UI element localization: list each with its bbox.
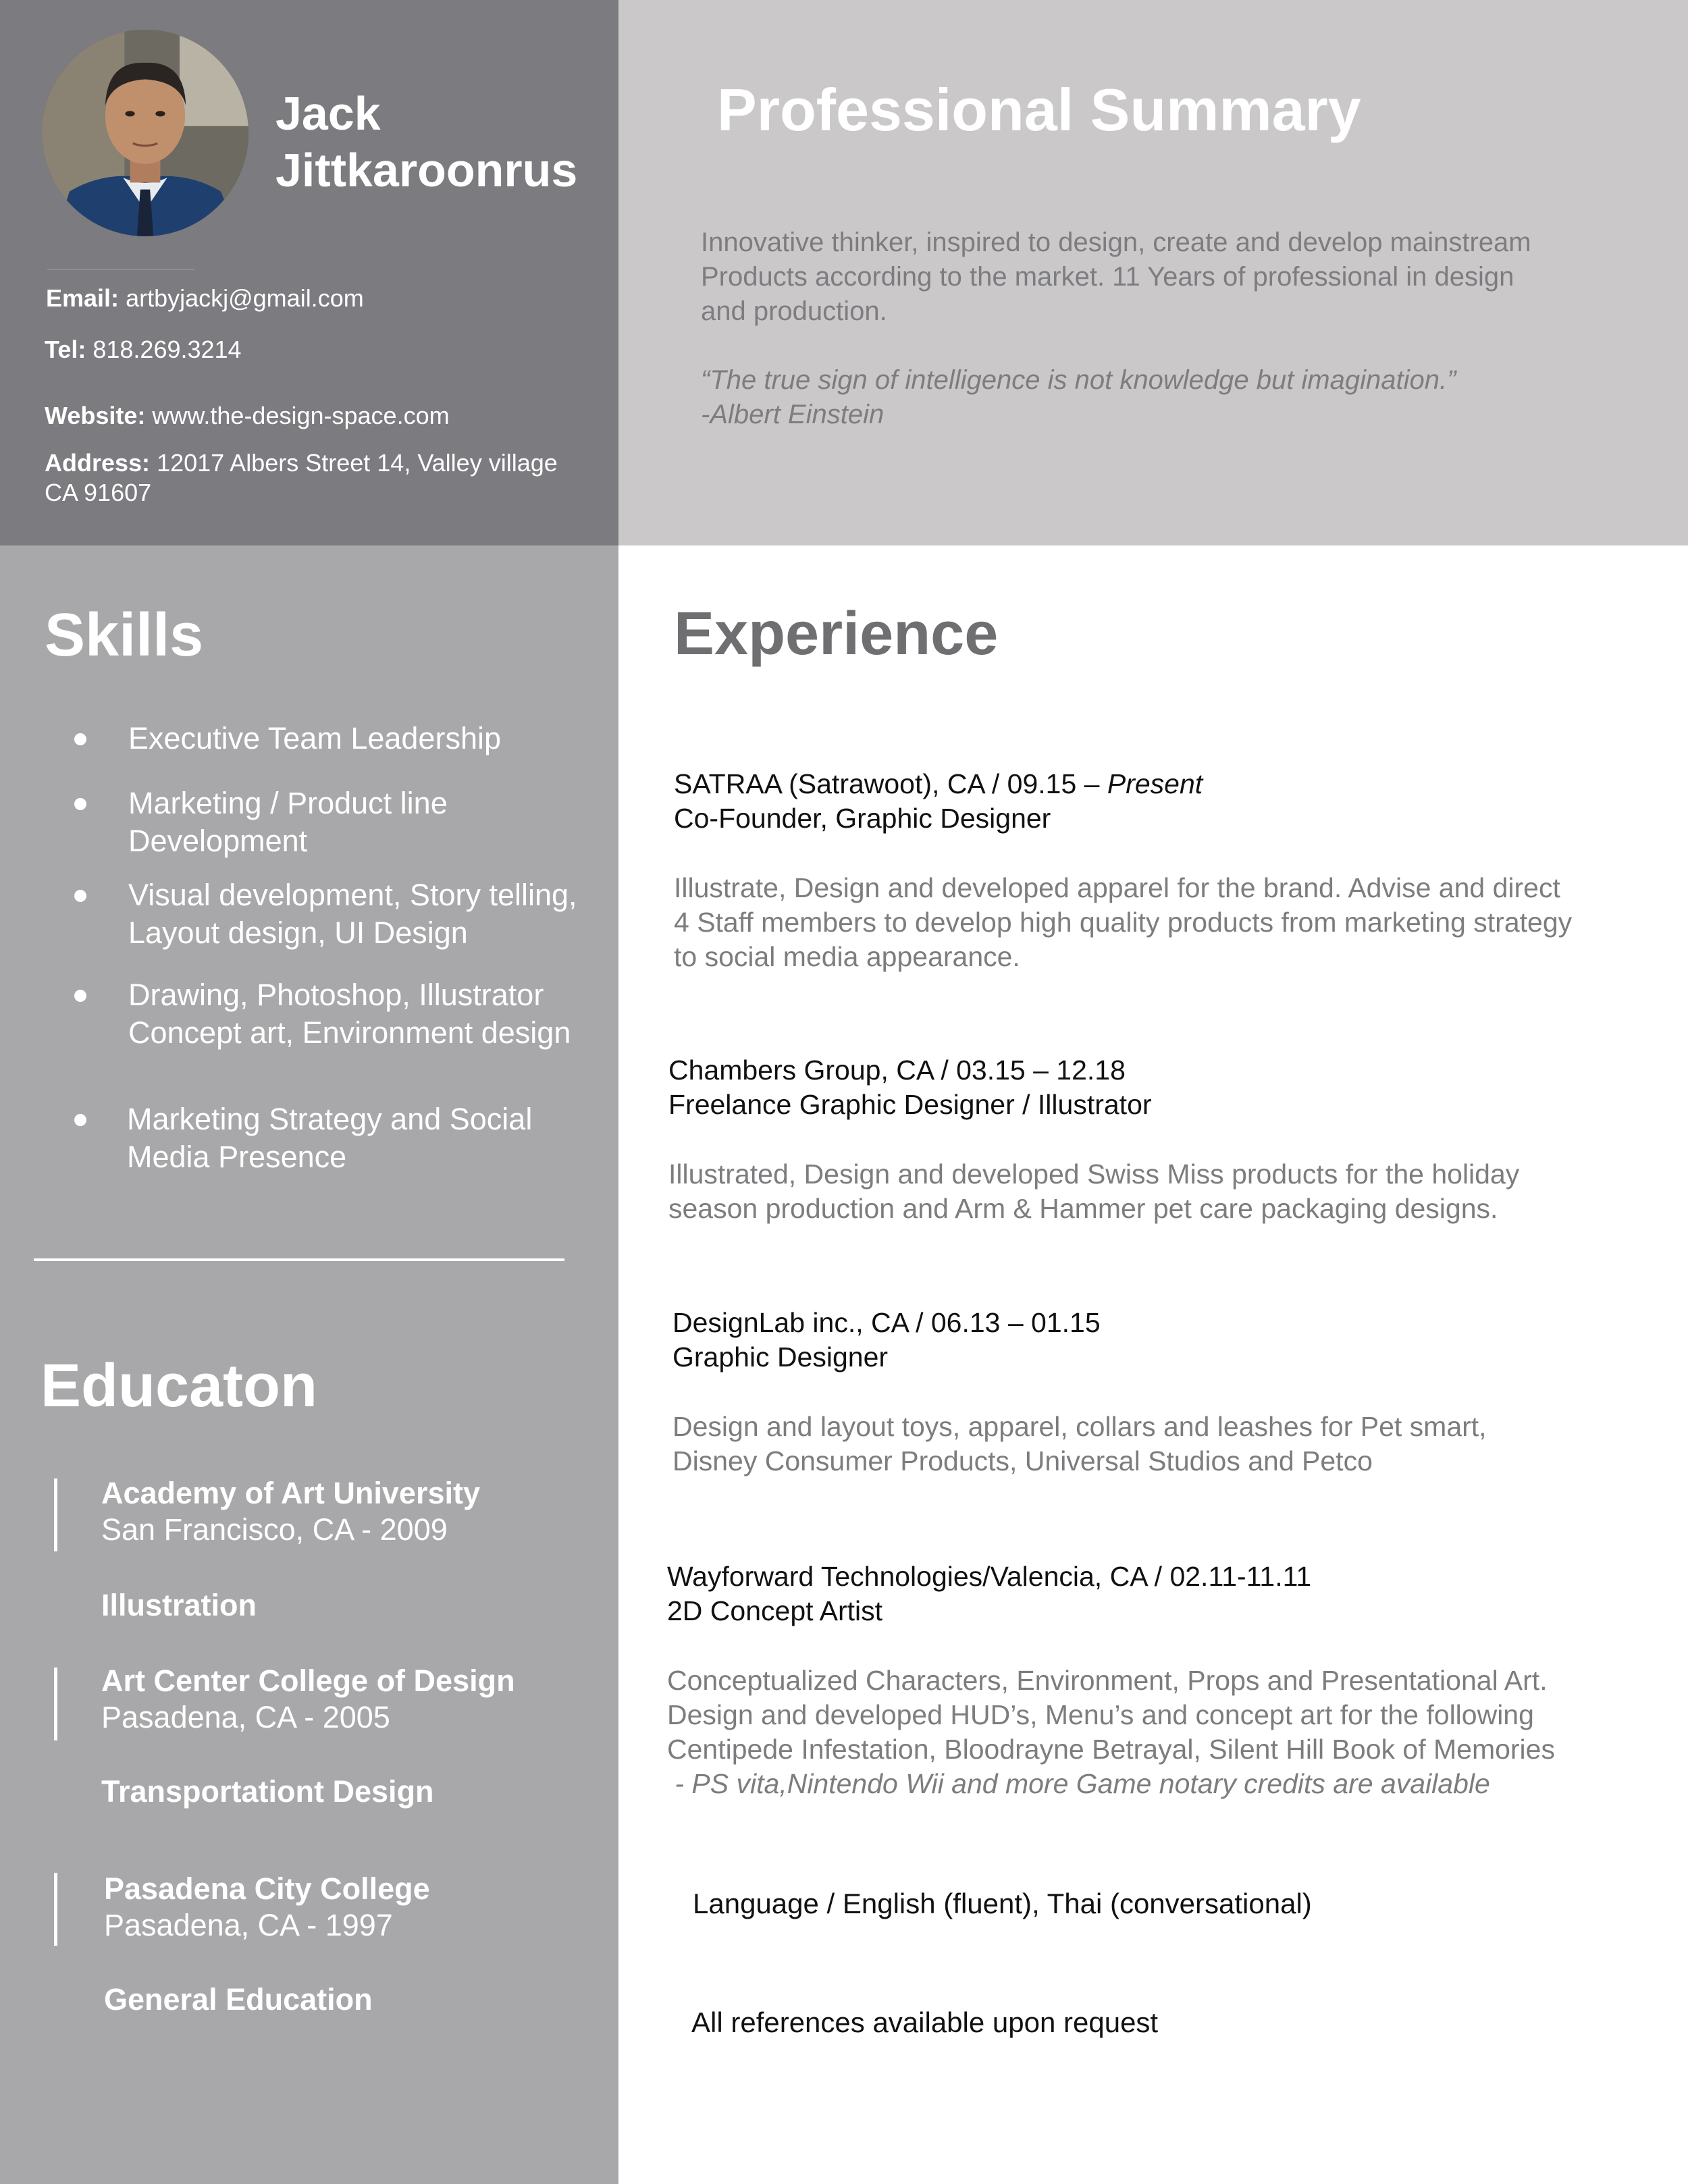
website-value[interactable]: www.the-design-space.com	[152, 402, 450, 429]
education-school: Art Center College of Design	[101, 1663, 515, 1698]
email-value[interactable]: artbyjackj@gmail.com	[126, 284, 364, 312]
job-description	[667, 1663, 1666, 1801]
job-note: - PS vita,Nintendo Wii and more Game notary credits are available	[667, 1768, 1490, 1799]
skill-text	[128, 784, 668, 860]
education-program: Transportationt Design	[101, 1774, 434, 1809]
skill-line: Layout design, UI Design	[128, 915, 468, 950]
address-line1: 12017 Albers Street 14, Valley village	[157, 449, 558, 477]
tel-label: Tel:	[45, 336, 86, 363]
education-place: Pasadena, CA - 2005	[101, 1700, 390, 1734]
education-title: Educaton	[41, 1352, 318, 1420]
skill-line: Concept art, Environment design	[128, 1015, 571, 1050]
job-description	[668, 1157, 1661, 1226]
job-desc-line: Conceptualized Characters, Environment, Props and Presentational Art.	[667, 1665, 1548, 1696]
address-label: Address:	[45, 449, 151, 477]
address-line2: CA 91607	[45, 479, 152, 506]
contact-address	[45, 448, 612, 478]
skill-line: Marketing / Product line	[128, 786, 448, 820]
education-place: San Francisco, CA - 2009	[101, 1512, 448, 1547]
education-school: Academy of Art University	[101, 1476, 481, 1510]
job-role: Graphic Designer	[672, 1341, 889, 1373]
skill-line: Development	[128, 824, 308, 858]
job-heading: Chambers Group, CA / 03.15 – 12.18	[668, 1055, 1126, 1086]
job-desc-line: Disney Consumer Products, Universal Studios and Petco	[672, 1445, 1373, 1476]
skill-line: Marketing Strategy and Social	[127, 1102, 533, 1136]
skill-text	[128, 876, 668, 952]
summary-title: Professional Summary	[717, 76, 1361, 143]
bullet-icon	[74, 990, 86, 1002]
education-bar	[54, 1668, 57, 1740]
job-heading: DesignLab inc., CA / 06.13 – 01.15	[672, 1307, 1101, 1338]
education-place: Pasadena, CA - 1997	[104, 1908, 393, 1942]
job-desc-line: 4 Staff members to develop high quality products from marketing strategy	[674, 907, 1573, 938]
job-desc-line: Design and layout toys, apparel, collars and leashes for Pet smart,	[672, 1411, 1487, 1442]
summary-text	[701, 225, 1660, 329]
skill-line: Visual development, Story telling,	[128, 878, 577, 912]
skills-title: Skills	[45, 602, 204, 669]
name-last: Jittkaroonrus	[275, 144, 578, 196]
skill-text	[128, 720, 668, 757]
education-program: Illustration	[101, 1588, 257, 1622]
email-label: Email:	[46, 284, 120, 312]
name-first: Jack	[275, 87, 381, 140]
job-desc-line: Illustrate, Design and developed apparel for the brand. Advise and direct	[674, 872, 1560, 903]
skill-text	[128, 976, 668, 1052]
skill-line: Executive Team Leadership	[128, 721, 501, 755]
summary-quote	[701, 363, 1660, 432]
education-school: Pasadena City College	[104, 1871, 430, 1906]
summary-line: Innovative thinker, inspired to design, create and develop mainstream	[701, 228, 1531, 257]
job-description	[672, 1410, 1665, 1479]
job-desc-line: Illustrated, Design and developed Swiss Miss products for the holiday	[668, 1158, 1520, 1190]
contact-divider	[47, 269, 194, 270]
references-line: All references available upon request	[691, 2006, 1159, 2038]
job-role: Co-Founder, Graphic Designer	[674, 803, 1051, 834]
job-heading: Wayforward Technologies/Valencia, CA / 02.11-11.11	[667, 1561, 1312, 1592]
quote-text: “The true sign of intelligence is not knowledge but imagination.”	[701, 365, 1456, 395]
education-bar	[54, 1479, 57, 1551]
job-heading	[674, 767, 1660, 801]
skill-text	[127, 1100, 667, 1176]
job-desc-line: Centipede Infestation, Bloodrayne Betrayal, Silent Hill Book of Memories	[667, 1734, 1555, 1765]
job-desc-line: to social media appearance.	[674, 941, 1020, 972]
job-desc-line: season production and Arm & Hammer pet care packaging designs.	[668, 1193, 1498, 1224]
skill-line: Drawing, Photoshop, Illustrator	[128, 978, 544, 1012]
education-program: General Education	[104, 1982, 373, 2017]
summary-line: Products according to the market. 11 Years of professional in design	[701, 262, 1514, 292]
job-period-end: Present	[1107, 768, 1203, 799]
job-desc-line: Design and developed HUD’s, Menu’s and concept art for the following	[667, 1699, 1534, 1730]
website-label: Website:	[45, 402, 146, 429]
bullet-icon	[74, 733, 86, 745]
bullet-icon	[74, 798, 86, 810]
job-role: Freelance Graphic Designer / Illustrator	[668, 1089, 1152, 1120]
contact-email	[46, 284, 364, 313]
education-bar	[54, 1873, 57, 1946]
experience-title: Experience	[674, 600, 999, 668]
contact-website	[45, 401, 450, 431]
job-role: 2D Concept Artist	[667, 1595, 883, 1626]
skill-line: Media Presence	[127, 1140, 347, 1174]
job-description	[674, 871, 1666, 974]
language-line: Language / English (fluent), Thai (conversational)	[693, 1888, 1312, 1919]
contact-tel	[45, 335, 242, 365]
bullet-icon	[74, 890, 86, 902]
tel-value[interactable]: 818.269.3214	[93, 336, 242, 363]
summary-line: and production.	[701, 296, 887, 326]
quote-author: -Albert Einstein	[701, 400, 885, 429]
portrait-image	[42, 30, 248, 236]
bullet-icon	[74, 1114, 86, 1126]
section-divider	[34, 1258, 564, 1261]
avatar	[42, 30, 248, 236]
job-company: SATRAA (Satrawoot), CA / 09.15 –	[674, 768, 1107, 799]
